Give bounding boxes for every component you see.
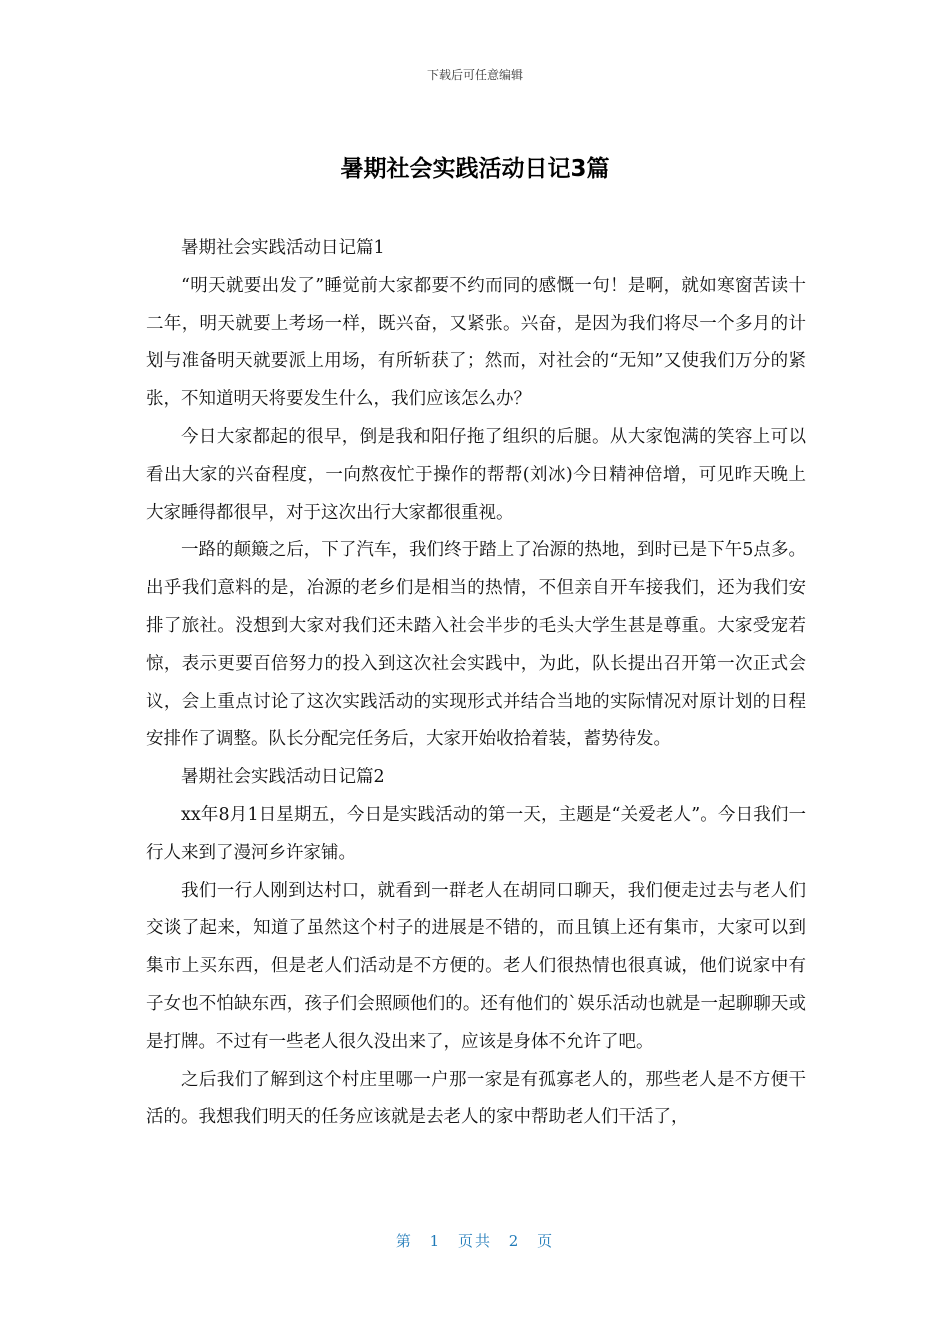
page-footer (0, 1230, 950, 1251)
footer-middle: 页共 (457, 1232, 492, 1250)
paragraph: “明天就要出发了”睡觉前大家都要不约而同的感慨一句！是啊，就如寒窗苦读十二年，明天就要上考场一样，既兴奋，又紧张。兴奋，是因为我们将尽一个多月的计划与准备明天就要派上用场，有所斩获了；然而，对社会的“无知”又使我们万分的紧张，不知道明天将要发生什么，我们应该怎么办？ (146, 275, 806, 410)
current-page-number: 1 (429, 1232, 442, 1250)
header-note: 下载后可任意编辑 (426, 68, 523, 82)
paragraph: 一路的颠簸之后，下了汽车，我们终于踏上了冶源的热地，到时已是下午5点多。出乎我们意料的是，冶源的老乡们是相当的热情，不但亲自开车接我们，还为我们安排了旅社。没想到大家对我们还未踏入社会半步的毛头大学生甚是尊重。大家受宠若惊，表示更要百倍努力的投入到这次社会实践中，为此，队长提出召开第一次正式会议，会上重点讨论了这次实践活动的实现形式并结合当地的实际情况对原计划的日程安排作了调整。队长分配完任务后，大家开始收拾着装，蓄势待发。 (146, 540, 806, 750)
document-body (146, 230, 806, 1137)
footer-prefix: 第 (395, 1232, 413, 1250)
section-heading-1: 暑期社会实践活动日记篇1 (181, 238, 385, 258)
footer-suffix: 页 (537, 1232, 555, 1250)
paragraph: 我们一行人刚到达村口，就看到一群老人在胡同口聊天，我们便走过去与老人们交谈了起来，知道了虽然这个村子的进展是不错的，而且镇上还有集市，大家可以到集市上买东西，但是老人们活动是不方便的。老人们很热情也很真诚，他们说家中有子女也不怕缺东西，孩子们会照顾他们的。还有他们的`娱乐活动也就是一起聊聊天或是打牌。不过有一些老人很久没出来了，应该是身体不允许了吧。 (146, 880, 806, 1052)
paragraph: 之后我们了解到这个村庄里哪一户那一家是有孤寡老人的，那些老人是不方便干活的。我想我们明天的任务应该就是去老人的家中帮助老人们干活了， (146, 1069, 806, 1128)
document-title: 暑期社会实践活动日记3篇 (340, 156, 610, 182)
section-heading-2: 暑期社会实践活动日记篇2 (181, 767, 385, 788)
paragraph: xx年8月1日星期五，今日是实践活动的第一天，主题是“关爱老人”。今日我们一行人来到了漫河乡许家铺。 (146, 804, 806, 863)
total-pages-number: 2 (508, 1232, 521, 1250)
paragraph: 今日大家都起的很早，倒是我和阳仔拖了组织的后腿。从大家饱满的笑容上可以看出大家的兴奋程度，一向熬夜忙于操作的帮帮(刘冰)今日精神倍增，可见昨天晚上大家睡得都很早，对于这次出行大家都很重视。 (146, 426, 806, 523)
